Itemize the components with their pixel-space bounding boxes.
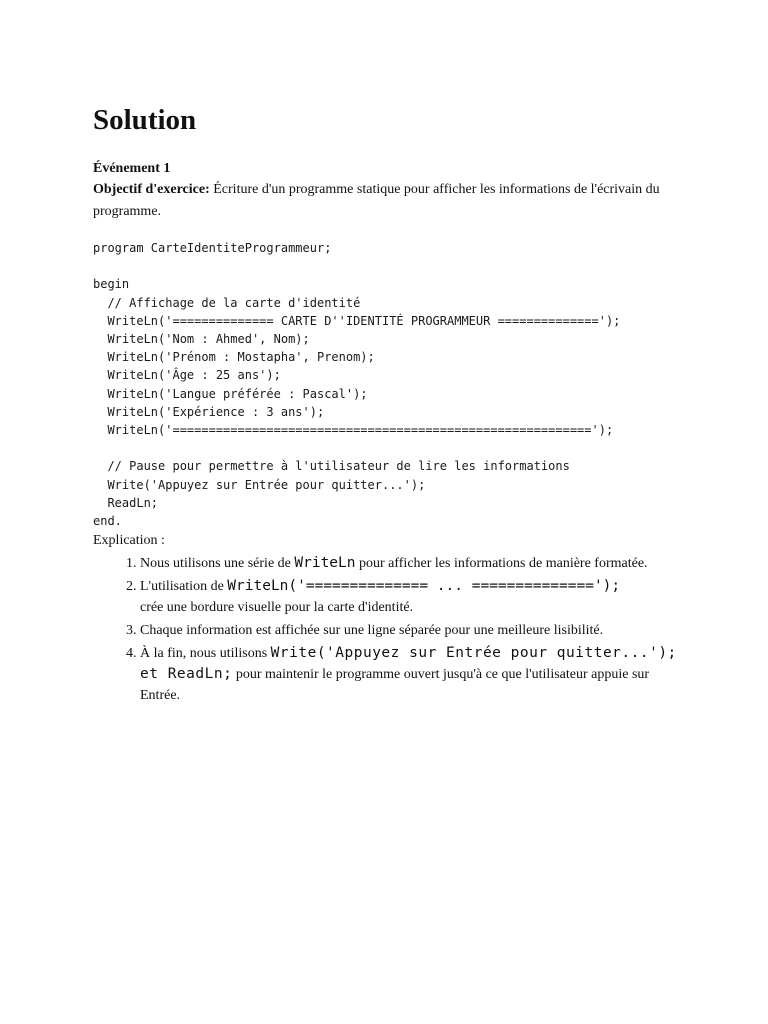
code-line: WriteLn('=========================================================='); [93,423,614,438]
list-item [140,620,678,641]
code-block [93,239,678,530]
inline-code: WriteLn('============== ... =============='); [227,578,621,595]
list-item [140,576,678,618]
item-text-before: Nous utilisons une série de [140,556,295,572]
code-line: Write('Appuyez sur Entrée pour quitter...'); [93,477,426,492]
item-text-after: crée une bordure visuelle pour la carte d'identité. [140,600,414,616]
code-line: WriteLn('Nom : Ahmed', Nom); [93,332,310,347]
item-text-before: L'utilisation de [140,579,228,595]
code-line: program CarteIdentiteProgrammeur; [93,241,332,255]
objective-label: Objectif d'exercice: [93,182,210,197]
inline-code: WriteLn [294,555,356,572]
code-line: WriteLn('Prénom : Mostapha', Prenom); [93,350,375,365]
code-line: // Affichage de la carte d'identité [93,295,361,310]
item-text-after: pour afficher les informations de manière formatée. [355,556,648,572]
code-line: ReadLn; [93,495,159,510]
code-line: end. [93,514,122,529]
item-text-before: À la fin, nous utilisons [140,646,271,662]
item-text-before: Chaque information est affichée sur une ligne séparée pour une meilleure lisibilité. [140,623,604,639]
code-line: WriteLn('Langue préférée : Pascal'); [93,386,368,401]
code-line [93,439,678,457]
code-line: WriteLn('Âge : 25 ans'); [93,368,281,383]
code-line: begin [93,277,130,292]
explanation-label: Explication : [93,533,165,549]
list-item [140,643,678,706]
item-text-after: pour maintenir le programme ouvert jusqu'à ce que l'utilisateur appuie sur Entrée. [140,667,650,704]
list-item [140,553,678,574]
code-line: // Pause pour permettre à l'utilisateur de lire les informations [93,459,570,474]
inline-code: Write('Appuyez sur Entrée pour quitter...'); et ReadLn; [140,645,677,683]
document-page [93,100,678,708]
code-line: WriteLn('Expérience : 3 ans'); [93,404,325,419]
explanation-list [93,553,678,706]
code-line: WriteLn('============== CARTE D''IDENTITÉ PROGRAMMEUR =============='); [93,313,621,328]
event-heading: Événement 1 [93,161,171,176]
page-title: Solution [93,104,197,136]
code-line [93,257,678,275]
objective-paragraph [93,179,678,223]
objective-text: Écriture d'un programme statique pour afficher les informations de l'écrivain du programme. [93,182,660,219]
